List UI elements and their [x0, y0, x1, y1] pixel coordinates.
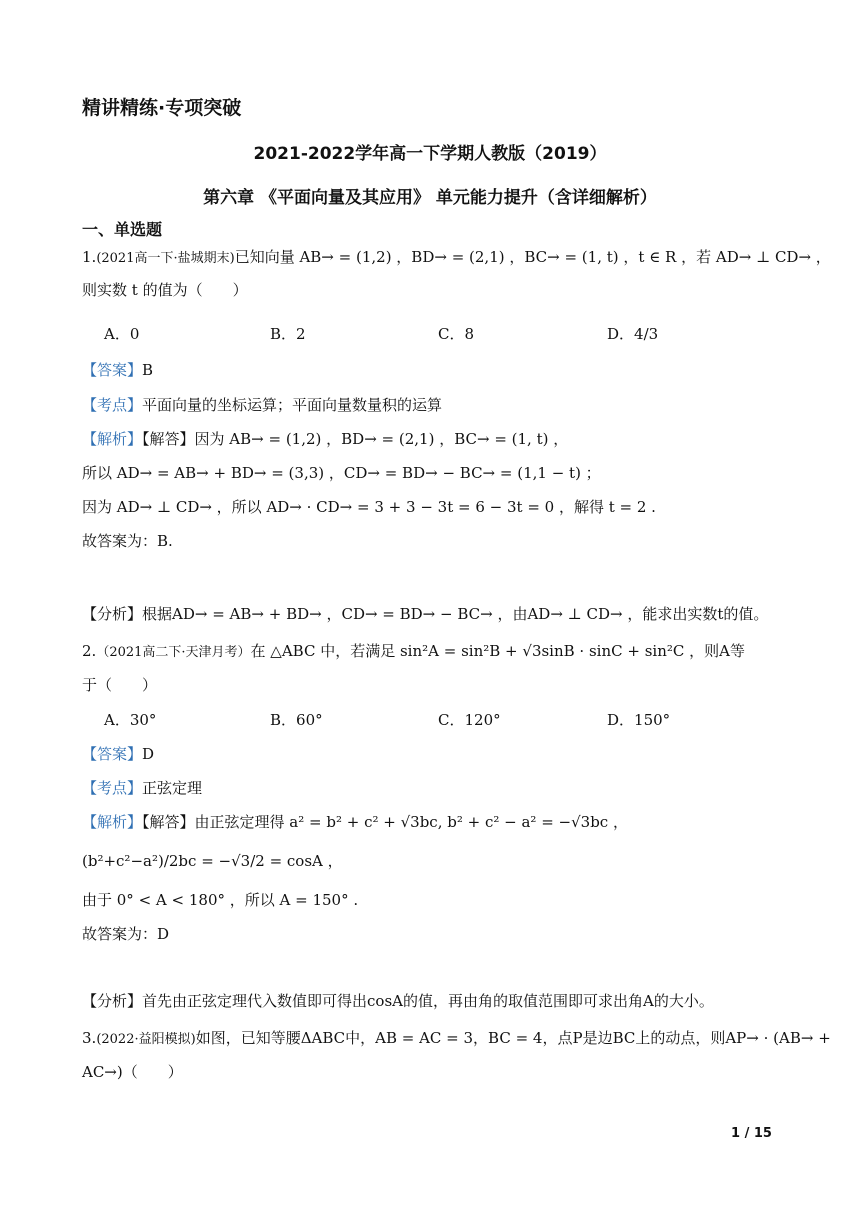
- question-2-stem: [82, 640, 745, 664]
- solution-line: 故答案为：B.: [82, 532, 173, 550]
- document-subtitle: 第六章 《平面向量及其应用》 单元能力提升（含详细解析）: [203, 188, 657, 208]
- option-b: B．2: [270, 325, 306, 343]
- option-b: B．60°: [270, 711, 323, 729]
- option-d: D．4/3: [607, 325, 659, 343]
- option-d: D．150°: [607, 711, 671, 729]
- question-source: (2021高一下·盐城期末): [96, 251, 235, 266]
- topic-tag: 【考点】: [82, 396, 143, 414]
- question-1-stem: [82, 246, 831, 270]
- question-stem-text: 已知向量 AB→ = (1,2) ，BD→ = (2,1) ，BC→ = (1, t) ，t ∈ R ，若 AD→ ⊥ CD→ ，: [234, 248, 831, 266]
- answer-value: B: [142, 361, 154, 379]
- solution-tag: 【解答】: [142, 430, 195, 448]
- question-source: （2021高二下·天津月考）: [96, 645, 251, 660]
- analysis-text: 根据AD→ = AB→ + BD→ ，CD→ = BD→ − BC→ ，由AD→ ⊥ CD→ ，能求出实数t的值。: [142, 605, 769, 623]
- question-number: 3.: [82, 1029, 97, 1047]
- page-number: 1 / 15: [731, 1126, 772, 1141]
- solution-line: 因为 AD→ ⊥ CD→ ，所以 AD→ · CD→ = 3 + 3 − 3t = 6 − 3t = 0 ，解得 t = 2 .: [82, 498, 656, 516]
- solution-line: 故答案为：D: [82, 925, 170, 943]
- analysis-tag: 【分析】: [82, 605, 143, 623]
- topic-line: [82, 394, 442, 416]
- analysis-tag: 【分析】: [82, 992, 143, 1010]
- answer-tag: 【答案】: [82, 361, 143, 379]
- question-stem-text: 如图，已知等腰ΔABC中，AB = AC = 3，BC = 4，点P是边BC上的动点，则AP→ · (AB→ +: [195, 1029, 831, 1047]
- series-title: 精讲精练·专项突破: [82, 97, 242, 119]
- topic-tag: 【考点】: [82, 779, 143, 797]
- topic-line: [82, 777, 202, 799]
- solution-line: [82, 428, 568, 450]
- question-source: (2022·益阳模拟): [96, 1032, 196, 1047]
- analysis-line: [82, 603, 768, 625]
- solution-text: 因为 AB→ = (1,2) ，BD→ = (2,1) ，BC→ = (1, t) ，: [194, 430, 569, 448]
- option-a: A．30°: [104, 711, 157, 729]
- solution-line: [82, 811, 628, 833]
- analysis-text: 首先由正弦定理代入数值即可得出cosA的值，再由角的取值范围即可求出角A的大小。: [142, 992, 714, 1010]
- solution-line: 由于 0° < A < 180° ，所以 A = 150° .: [82, 891, 359, 909]
- answer-line: [82, 743, 154, 765]
- question-number: 1.: [82, 248, 97, 266]
- solution-tag: 【解答】: [142, 813, 195, 831]
- section-heading: 一、单选题: [82, 220, 163, 239]
- topic-value: 平面向量的坐标运算；平面向量数量积的运算: [142, 396, 443, 414]
- topic-value: 正弦定理: [142, 779, 203, 797]
- explanation-tag: 【解析】: [82, 813, 143, 831]
- question-number: 2.: [82, 642, 97, 660]
- question-stem-text: 在 △ABC 中，若满足 sin²A = sin²B + √3sinB · sinC + sin²C ，则A等: [250, 642, 745, 660]
- answer-value: D: [142, 745, 155, 763]
- option-a: A．0: [104, 325, 140, 343]
- solution-line: (b²+c²−a²)/2bc = −√3/2 = cosA ，: [82, 852, 343, 870]
- explanation-tag: 【解析】: [82, 430, 143, 448]
- document-title: 2021-2022学年高一下学期人教版（2019）: [253, 144, 607, 164]
- answer-tag: 【答案】: [82, 745, 143, 763]
- option-c: C．8: [438, 325, 475, 343]
- question-3-stem: [82, 1027, 831, 1051]
- question-3-stem-line2: AC→)（ ）: [82, 1063, 183, 1081]
- question-1-stem-line2: 则实数 t 的值为（ ）: [82, 281, 248, 299]
- solution-text: 由正弦定理得 a² = b² + c² + √3bc, b² + c² − a² = −√3bc ，: [194, 813, 628, 831]
- answer-line: [82, 359, 153, 381]
- option-c: C．120°: [438, 711, 501, 729]
- solution-line: 所以 AD→ = AB→ + BD→ = (3,3) ，CD→ = BD→ − BC→ = (1,1 − t) ；: [82, 464, 601, 482]
- analysis-line: [82, 990, 714, 1012]
- question-2-stem-line2: 于（ ）: [82, 676, 158, 694]
